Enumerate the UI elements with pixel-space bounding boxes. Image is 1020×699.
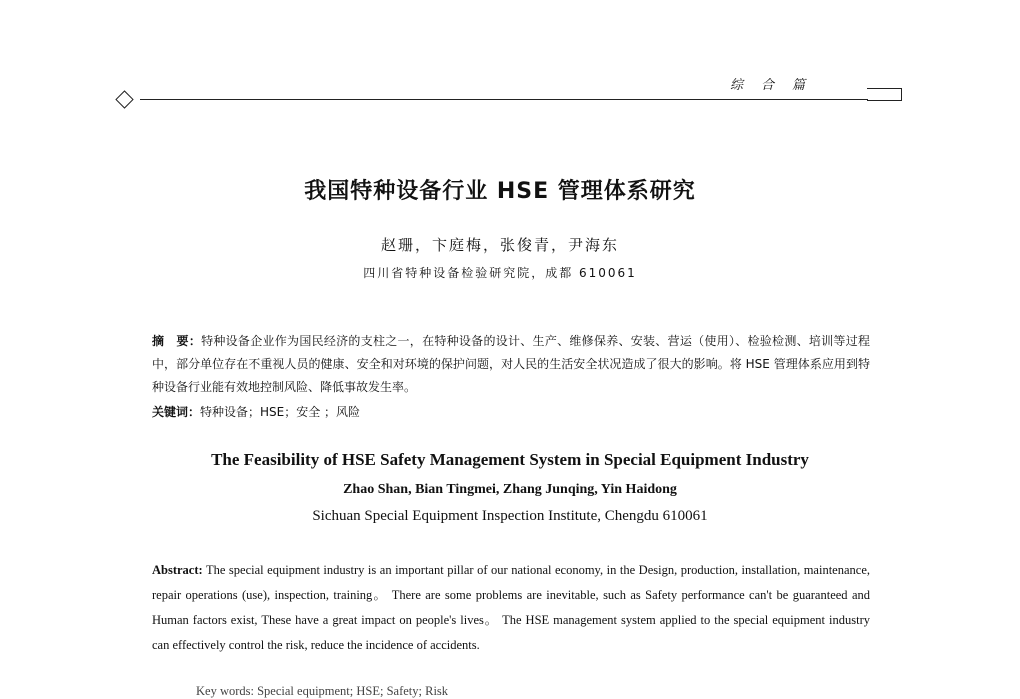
cut-off-keywords-line: Key words: Special equipment; HSE; Safety; Risk <box>196 684 449 698</box>
cn-keywords <box>152 403 870 420</box>
diamond-icon <box>115 90 133 108</box>
cn-title: 我国特种设备行业 HSE 管理体系研究 <box>304 179 696 204</box>
en-authors: Zhao Shan, Bian Tingmei, Zhang Junqing, Yin Haidong <box>343 482 677 497</box>
header-tab-mark <box>867 88 902 101</box>
en-abstract <box>152 558 870 658</box>
cn-keywords-text: 特种设备；HSE；安全 ；风险 <box>200 405 361 419</box>
en-affiliation: Sichuan Special Equipment Inspection Institute, Chengdu 610061 <box>312 508 708 524</box>
header-rule <box>140 99 868 100</box>
cn-affiliation: 四川省特种设备检验研究院，成都 610061 <box>363 266 637 280</box>
cn-abstract-label: 摘 要： <box>152 334 202 348</box>
en-title: The Feasibility of HSE Safety Management System in Special Equipment Industry <box>211 450 809 469</box>
cn-authors: 赵珊，卞庭梅，张俊青，尹海东 <box>380 236 619 254</box>
cn-keywords-label: 关键词： <box>152 405 201 419</box>
cn-abstract <box>152 330 870 399</box>
en-abstract-label: Abstract: <box>152 563 203 577</box>
section-label: 综合篇 <box>730 78 824 93</box>
en-abstract-text: The special equipment industry is an important pillar of our national economy, in the Design, production, installation, maintenance, repair operations (use), inspection, training。 There are some problems are inevitable, such as Safety performance can't be guaranteed and Human factors exist, These have a great impact on people's lives。 The HSE management system applied to the special equipment industry can effectively control the risk, reduce the incidence of accidents. <box>152 563 870 652</box>
cn-abstract-text: 特种设备企业作为国民经济的支柱之一，在特种设备的设计、生产、维修保养、安装、营运（使用）、检验检测、培训等过程中，部分单位存在不重视人员的健康、安全和对环境的保护问题，对人民的生活安全状况造成了很大的影响。将 HSE 管理体系应用到特种设备行业能有效地控制风险、降低事故发生率。 <box>152 334 870 394</box>
